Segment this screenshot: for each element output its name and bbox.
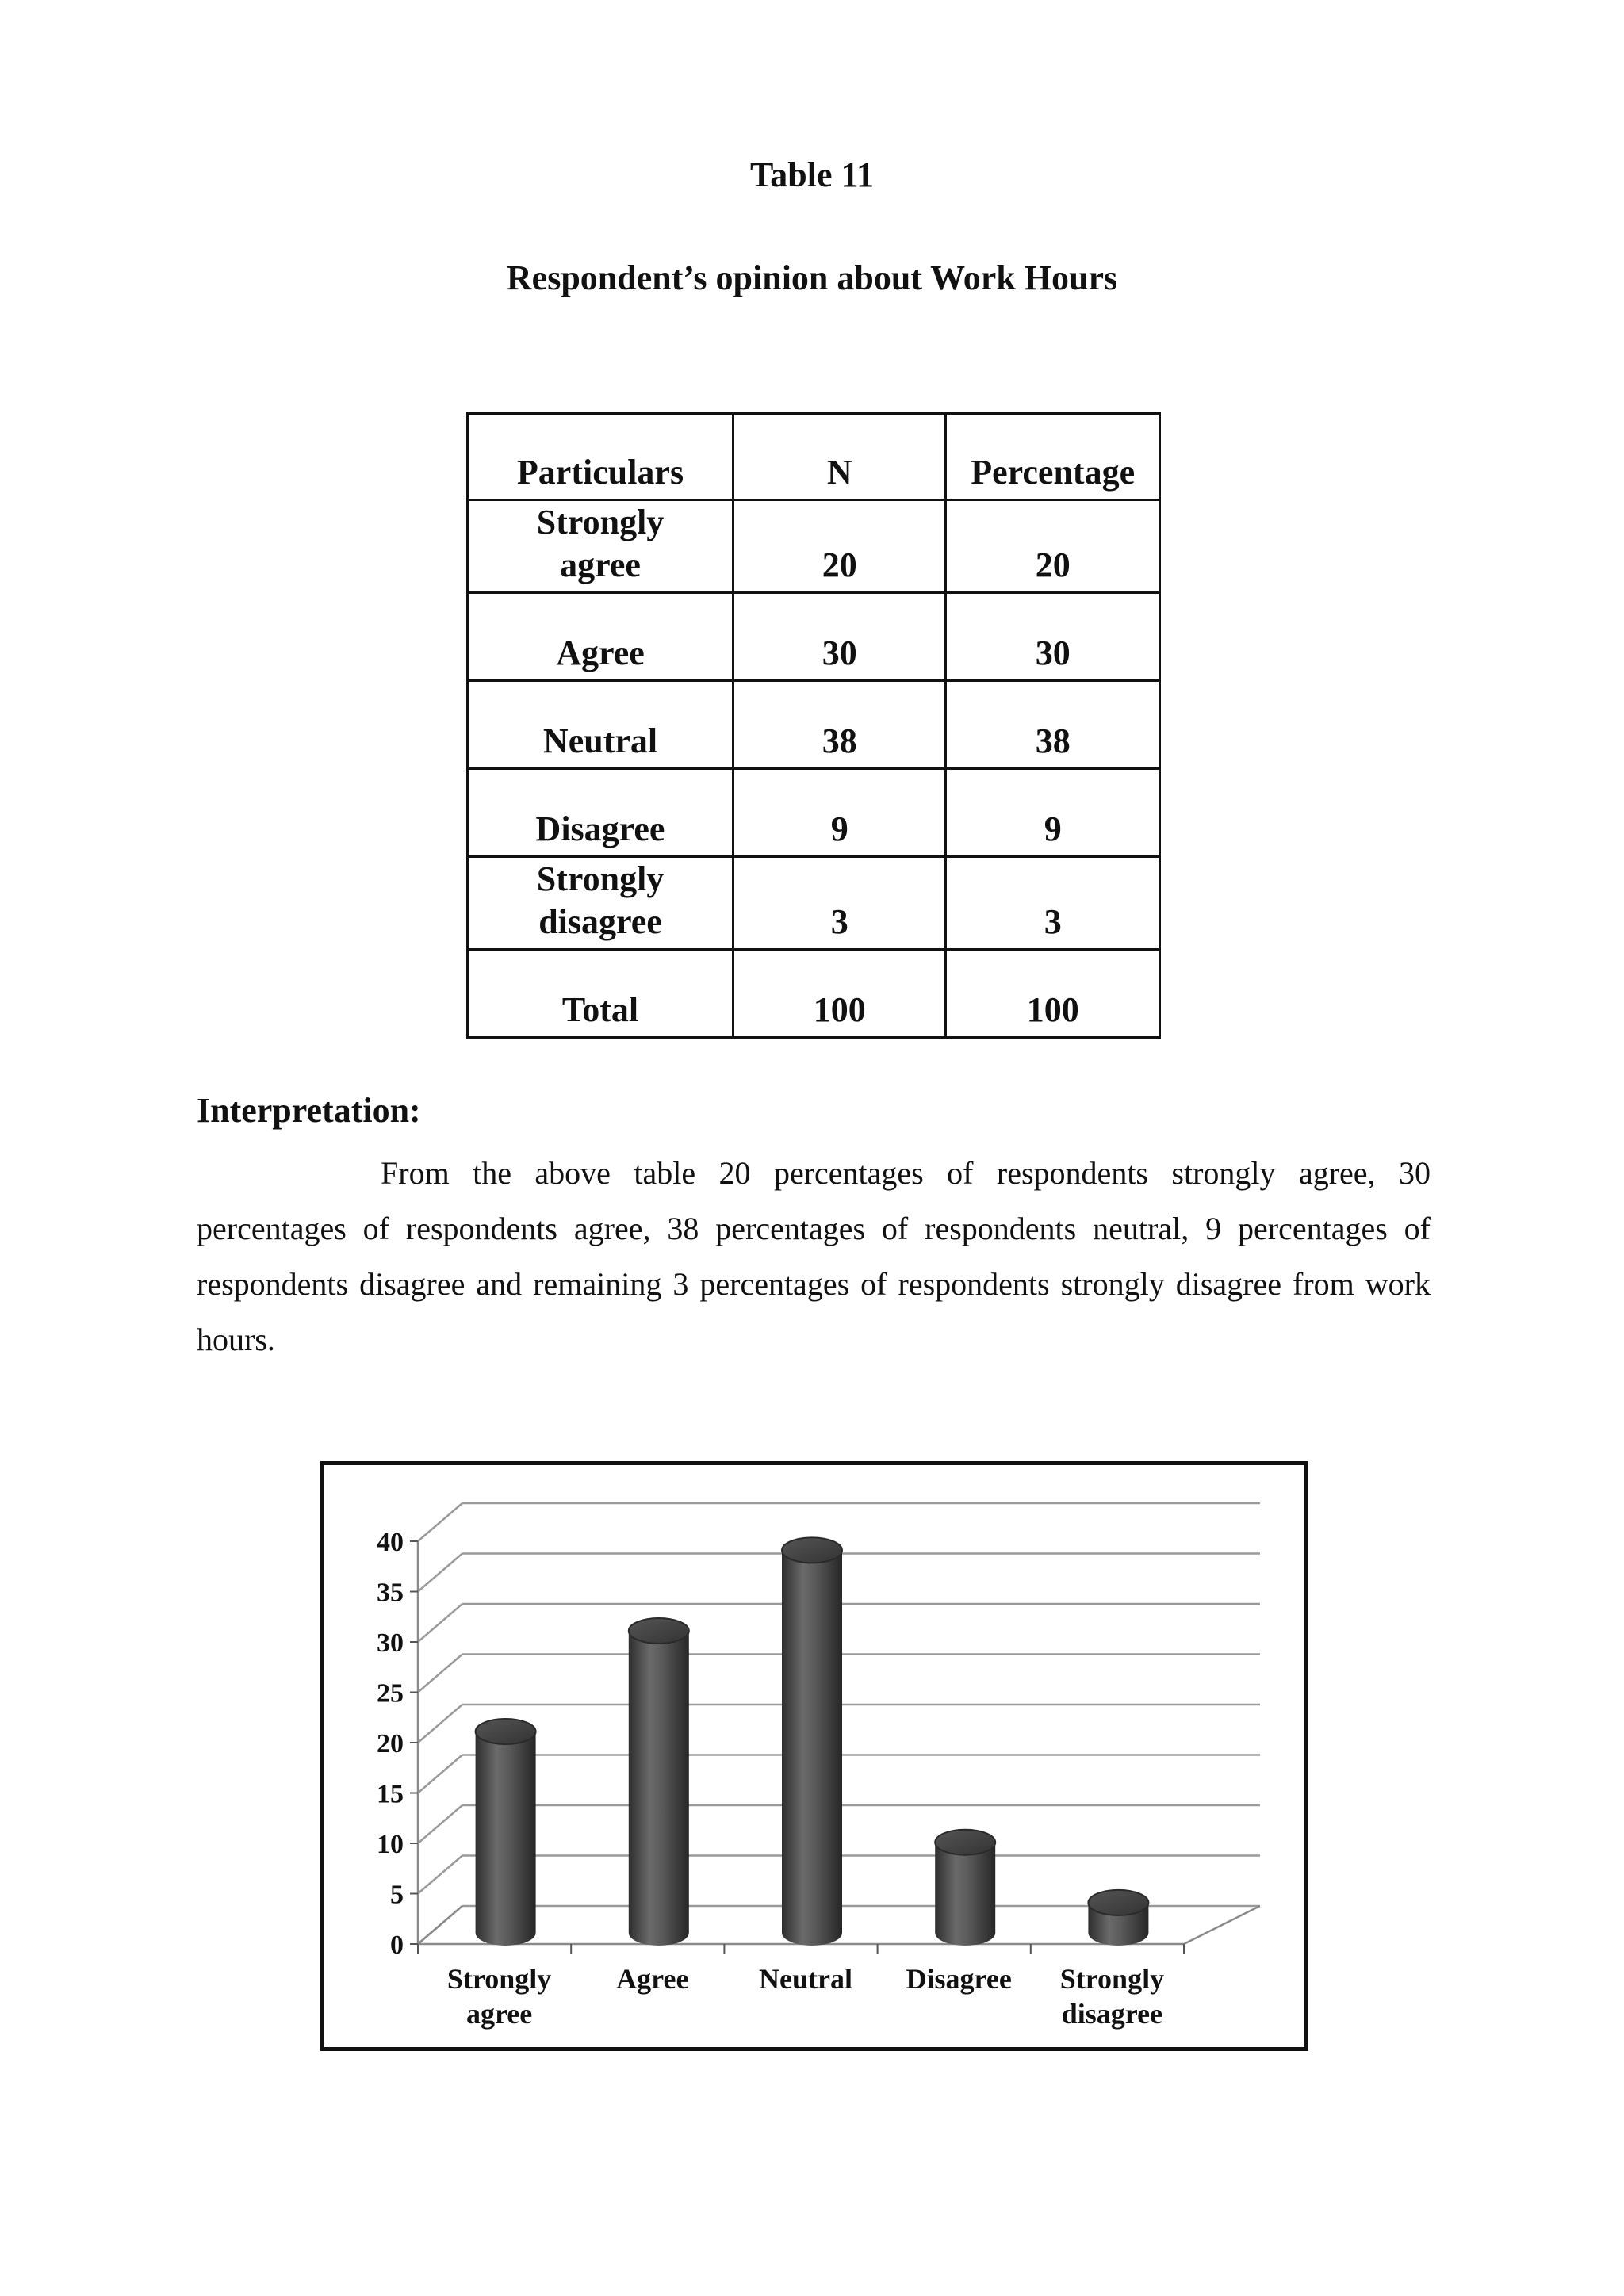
particulars-text: Strongly: [536, 503, 665, 541]
table-row: [468, 769, 1160, 857]
table-header-cell: Percentage: [946, 414, 1160, 500]
y-tick-label: 5: [390, 1880, 404, 1910]
particulars-text: agree: [560, 545, 641, 584]
table-row: [468, 857, 1160, 950]
bar-cap: [782, 1537, 842, 1563]
y-tick-label: 40: [377, 1528, 404, 1557]
gridline-side: [418, 1604, 462, 1642]
table-row: [468, 500, 1160, 593]
particulars-cell: [468, 950, 733, 1038]
bar: [1088, 1890, 1148, 1946]
opinion-table: [466, 412, 1161, 1039]
x-tick-label-line: disagree: [1061, 1998, 1163, 2030]
gridline-side: [418, 1503, 462, 1541]
bar-cap: [629, 1618, 689, 1644]
bar: [476, 1719, 536, 1946]
n-cell: 20: [733, 500, 946, 593]
x-tick-label: [1060, 1963, 1164, 2030]
gridline-side: [418, 1705, 462, 1743]
particulars-cell: [468, 593, 733, 681]
gridline-side: [418, 1805, 462, 1843]
percentage-cell: 30: [946, 593, 1160, 681]
bar-cap: [476, 1719, 536, 1744]
x-tick-label: [759, 1963, 852, 1995]
percentage-cell: 100: [946, 950, 1160, 1038]
gridline-side: [418, 1554, 462, 1592]
bar-chart: [324, 1465, 1304, 2047]
x-tick-label-line: Strongly: [446, 1963, 552, 1995]
x-tick-label-line: Agree: [616, 1963, 689, 1995]
gridline-side: [418, 1755, 462, 1793]
percentage-cell: 9: [946, 769, 1160, 857]
table-header-row: [468, 414, 1160, 500]
particulars-text: Agree: [556, 633, 645, 672]
particulars-text: Total: [561, 990, 639, 1029]
table-header-cell: Particulars: [468, 414, 733, 500]
bar-body: [782, 1550, 842, 1946]
y-tick-label: 20: [377, 1729, 404, 1758]
y-tick-label: 25: [377, 1678, 404, 1709]
x-tick-label: [906, 1963, 1012, 1995]
table-row: [468, 593, 1160, 681]
x-tick-label: [447, 1963, 551, 2030]
x-tick-label-line: agree: [465, 1998, 533, 2030]
bar: [935, 1830, 995, 1946]
percentage-cell: 38: [946, 681, 1160, 769]
n-cell: 9: [733, 769, 946, 857]
table-header-cell: N: [733, 414, 946, 500]
particulars-text: Disagree: [535, 809, 665, 848]
particulars-cell: [468, 857, 733, 950]
n-cell: 100: [733, 950, 946, 1038]
interpretation-heading: Interpretation:: [197, 1091, 421, 1130]
y-tick-label: 0: [390, 1931, 404, 1960]
x-tick-label-line: Strongly: [1059, 1963, 1165, 1995]
y-tick-label: 30: [377, 1628, 404, 1658]
interpretation-text: From the above table 20 percentages of respondents strongly agree, 30 percentages of respondents agree, 38 percentages of respondents neutral, 9 percentages of respondents disagree and remaining 3 percentages of respondents strongly disagree from work hours.: [197, 1155, 1431, 1357]
particulars-text: Neutral: [542, 721, 658, 760]
x-tick-label-line: Neutral: [759, 1963, 852, 1995]
n-cell: 30: [733, 593, 946, 681]
bar: [782, 1537, 842, 1946]
particulars-cell: [468, 681, 733, 769]
x-tick-label-line: Disagree: [906, 1963, 1012, 1995]
percentage-cell: 20: [946, 500, 1160, 593]
gridline-side: [418, 1655, 462, 1693]
particulars-cell: [468, 500, 733, 593]
gridline-side: [418, 1856, 462, 1894]
table-title: Respondent’s opinion about Work Hours: [506, 258, 1118, 297]
y-tick-label: 35: [377, 1578, 404, 1608]
n-cell: 3: [733, 857, 946, 950]
table-row: [468, 950, 1160, 1038]
n-cell: 38: [733, 681, 946, 769]
bar: [629, 1618, 689, 1946]
table-row: [468, 681, 1160, 769]
percentage-cell: 3: [946, 857, 1160, 950]
y-tick-label: 10: [377, 1830, 404, 1859]
table-number: Table 11: [749, 155, 875, 194]
bar-cap: [935, 1830, 995, 1855]
bar-body: [935, 1843, 995, 1946]
particulars-text: Strongly: [536, 859, 665, 898]
particulars-cell: [468, 769, 733, 857]
floor-left-edge: [418, 1906, 462, 1944]
particulars-text: disagree: [538, 902, 662, 941]
x-tick-label: [616, 1963, 688, 1995]
bar-body: [476, 1732, 536, 1946]
bar-body: [629, 1631, 689, 1946]
bar-cap: [1088, 1890, 1148, 1915]
y-tick-label: 15: [377, 1779, 404, 1809]
chart-frame: [320, 1461, 1308, 2051]
floor-right-edge: [1184, 1906, 1260, 1944]
